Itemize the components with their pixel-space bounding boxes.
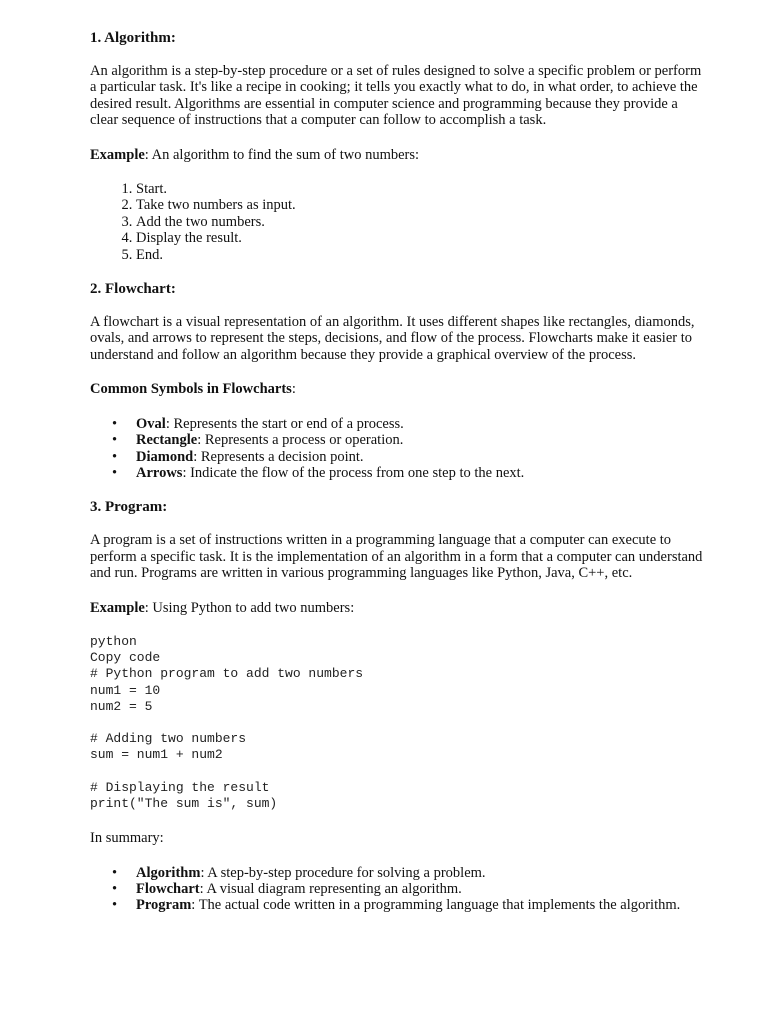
list-item	[136, 465, 708, 481]
summary-term: Program	[136, 897, 192, 914]
list-item: 1. Start.	[136, 181, 708, 197]
list-item: 2. Take two numbers as input.	[136, 197, 708, 213]
algorithm-paragraph: An algorithm is a step-by-step procedure or a set of rules designed to solve a specific problem or perform a particular task. It's like a recipe in cooking; it tells you exactly what to do, in what order, to achieve the desired result. Algorithms are essential in computer science and programming because they provide a clear sequence of instructions that a computer can follow to accomplish a task.	[90, 63, 702, 129]
python-code-block: python Copy code # Python program to add two numbers num1 = 10 num2 = 5 # Adding two numbers sum = num1 + num2 # Displaying the result print("The sum is", sum)	[90, 633, 364, 811]
list-item: 3. Add the two numbers.	[136, 214, 708, 230]
program-example-line	[90, 600, 708, 616]
symbol-term: Rectangle	[136, 432, 198, 449]
list-item	[136, 881, 708, 897]
summary-desc: : The actual code written in a programming language that implements the algorithm.	[191, 897, 681, 914]
algorithm-example-line	[90, 147, 708, 163]
symbol-term: Arrows	[136, 464, 183, 481]
program-paragraph: A program is a set of instructions written in a programming language that a computer can execute to perform a specific task. It is the implementation of an algorithm in a form that a computer can understand and run. Programs are written in various programming languages like Python, Java, C++, etc.	[90, 532, 703, 582]
symbols-colon: :	[291, 381, 296, 398]
summary-term: Algorithm	[136, 864, 201, 881]
program-heading: 3. Program:	[90, 499, 168, 516]
symbol-term: Diamond	[136, 448, 194, 465]
example-text: : An algorithm to find the sum of two numbers:	[144, 146, 420, 163]
example-text: : Using Python to add two numbers:	[144, 599, 355, 616]
summary-desc: : A step-by-step procedure for solving a problem.	[200, 864, 486, 881]
flowchart-paragraph: A flowchart is a visual representation of an algorithm. It uses different shapes like rectangles, diamonds, ovals, and arrows to represent the steps, decisions, and flow of the process. Flowcharts make it easier to understand and follow an algorithm because they provide a graphical overview of the process.	[90, 314, 695, 363]
summary-list	[90, 865, 708, 914]
list-item	[136, 432, 708, 448]
summary-term: Flowchart	[136, 880, 200, 897]
symbol-desc: : Represents a decision point.	[193, 448, 364, 465]
symbol-term: Oval	[136, 415, 166, 432]
list-item: 5. End.	[136, 247, 708, 263]
example-label: Example	[90, 146, 145, 163]
flowchart-symbols-line	[90, 381, 708, 397]
symbols-label: Common Symbols in Flowcharts	[90, 381, 292, 398]
list-item: 4. Display the result.	[136, 230, 708, 246]
summary-desc: : A visual diagram representing an algorithm.	[199, 880, 462, 897]
summary-intro: In summary:	[90, 830, 164, 847]
list-item	[136, 416, 708, 432]
list-item	[136, 865, 708, 881]
symbol-desc: : Represents the start or end of a process.	[165, 415, 404, 432]
flowchart-heading: 2. Flowchart:	[90, 281, 176, 298]
algorithm-steps-list	[90, 181, 708, 263]
list-item	[136, 449, 708, 465]
symbol-desc: : Represents a process or operation.	[197, 432, 404, 449]
symbol-desc: : Indicate the flow of the process from one step to the next.	[182, 464, 525, 481]
flowchart-symbols-list	[90, 416, 708, 482]
list-item	[136, 897, 708, 913]
example-label: Example	[90, 599, 145, 616]
algorithm-heading: 1. Algorithm:	[90, 30, 176, 46]
